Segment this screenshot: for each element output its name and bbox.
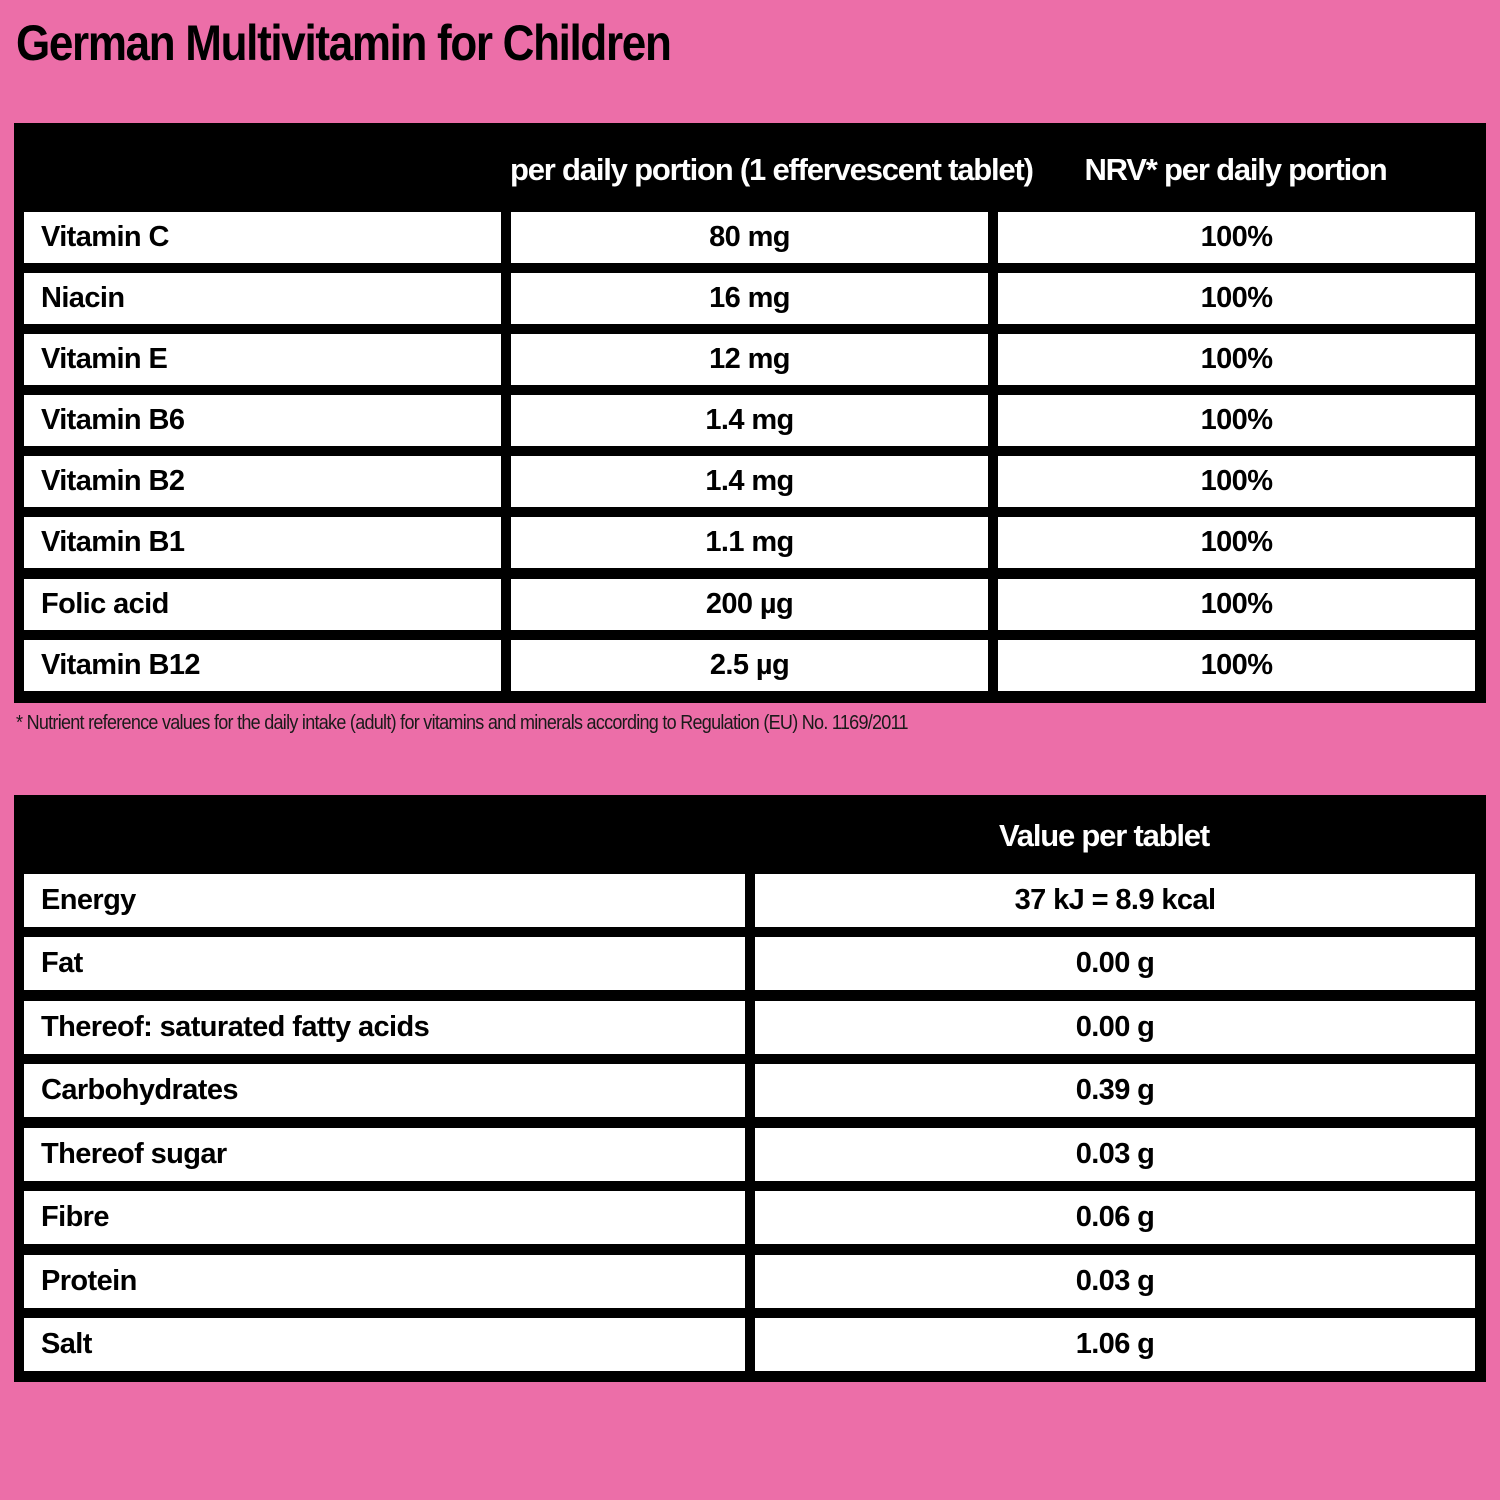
page-title: German Multivitamin for Children xyxy=(16,15,671,71)
nutrition-value-cell: 0.06 g xyxy=(755,1191,1475,1244)
vitamin-name-cell: Vitamin C xyxy=(24,212,501,263)
vitamin-amount-cell: 2.5 µg xyxy=(511,640,988,691)
vitamin-nrv-cell: 100% xyxy=(998,395,1475,446)
vitamin-amount-cell: 12 mg xyxy=(511,334,988,385)
nutrition-value-cell: 37 kJ = 8.9 kcal xyxy=(755,874,1475,927)
vitamin-amount-cell: 200 µg xyxy=(511,579,988,630)
nutrition-name-cell: Fat xyxy=(24,937,745,990)
nutrition-name-cell: Salt xyxy=(24,1318,745,1371)
vitamin-nrv-cell: 100% xyxy=(998,517,1475,568)
nutrition-value-cell: 0.00 g xyxy=(755,1001,1475,1054)
nutrition-name-cell: Energy xyxy=(24,874,745,927)
vitamin-amount-cell: 1.4 mg xyxy=(511,395,988,446)
nutrition-name-cell: Carbohydrates xyxy=(24,1064,745,1117)
nutrition-name-cell: Fibre xyxy=(24,1191,745,1244)
nutrition-value-cell: 0.03 g xyxy=(755,1255,1475,1308)
vitamin-name-cell: Vitamin B6 xyxy=(24,395,501,446)
nutrition-table xyxy=(14,795,1486,1382)
vitamin-name-cell: Vitamin B2 xyxy=(24,456,501,507)
vitamin-nrv-cell: 100% xyxy=(998,579,1475,630)
nutrition-value-cell: 0.39 g xyxy=(755,1064,1475,1117)
nutrition-value-cell: 1.06 g xyxy=(755,1318,1475,1371)
vitamin-amount-cell: 16 mg xyxy=(511,273,988,324)
vitamin-nrv-cell: 100% xyxy=(998,334,1475,385)
vitamin-nrv-cell: 100% xyxy=(998,640,1475,691)
vitamin-name-cell: Vitamin B12 xyxy=(24,640,501,691)
nutrition-header-value: Value per tablet xyxy=(999,818,1209,853)
vitamins-table xyxy=(14,123,1486,703)
nutrition-name-cell: Thereof: saturated fatty acids xyxy=(24,1001,745,1054)
nutrition-name-cell: Protein xyxy=(24,1255,745,1308)
nutrition-name-cell: Thereof sugar xyxy=(24,1128,745,1181)
nutrition-value-cell: 0.00 g xyxy=(755,937,1475,990)
vitamin-nrv-cell: 100% xyxy=(998,212,1475,263)
vitamin-name-cell: Niacin xyxy=(24,273,501,324)
vitamin-name-cell: Vitamin B1 xyxy=(24,517,501,568)
vitamin-amount-cell: 80 mg xyxy=(511,212,988,263)
vitamin-name-cell: Vitamin E xyxy=(24,334,501,385)
nutrition-value-cell: 0.03 g xyxy=(755,1128,1475,1181)
vitamin-nrv-cell: 100% xyxy=(998,456,1475,507)
vitamins-header-amount: per daily portion (1 effervescent tablet) xyxy=(510,152,1033,187)
vitamin-amount-cell: 1.1 mg xyxy=(511,517,988,568)
vitamin-nrv-cell: 100% xyxy=(998,273,1475,324)
vitamin-name-cell: Folic acid xyxy=(24,579,501,630)
vitamins-header-nrv: NRV* per daily portion xyxy=(1084,152,1387,187)
nrv-footnote: * Nutrient reference values for the daily intake (adult) for vitamins and minerals according to Regulation (EU) No. 1169/2011 xyxy=(16,712,908,734)
vitamin-amount-cell: 1.4 mg xyxy=(511,456,988,507)
